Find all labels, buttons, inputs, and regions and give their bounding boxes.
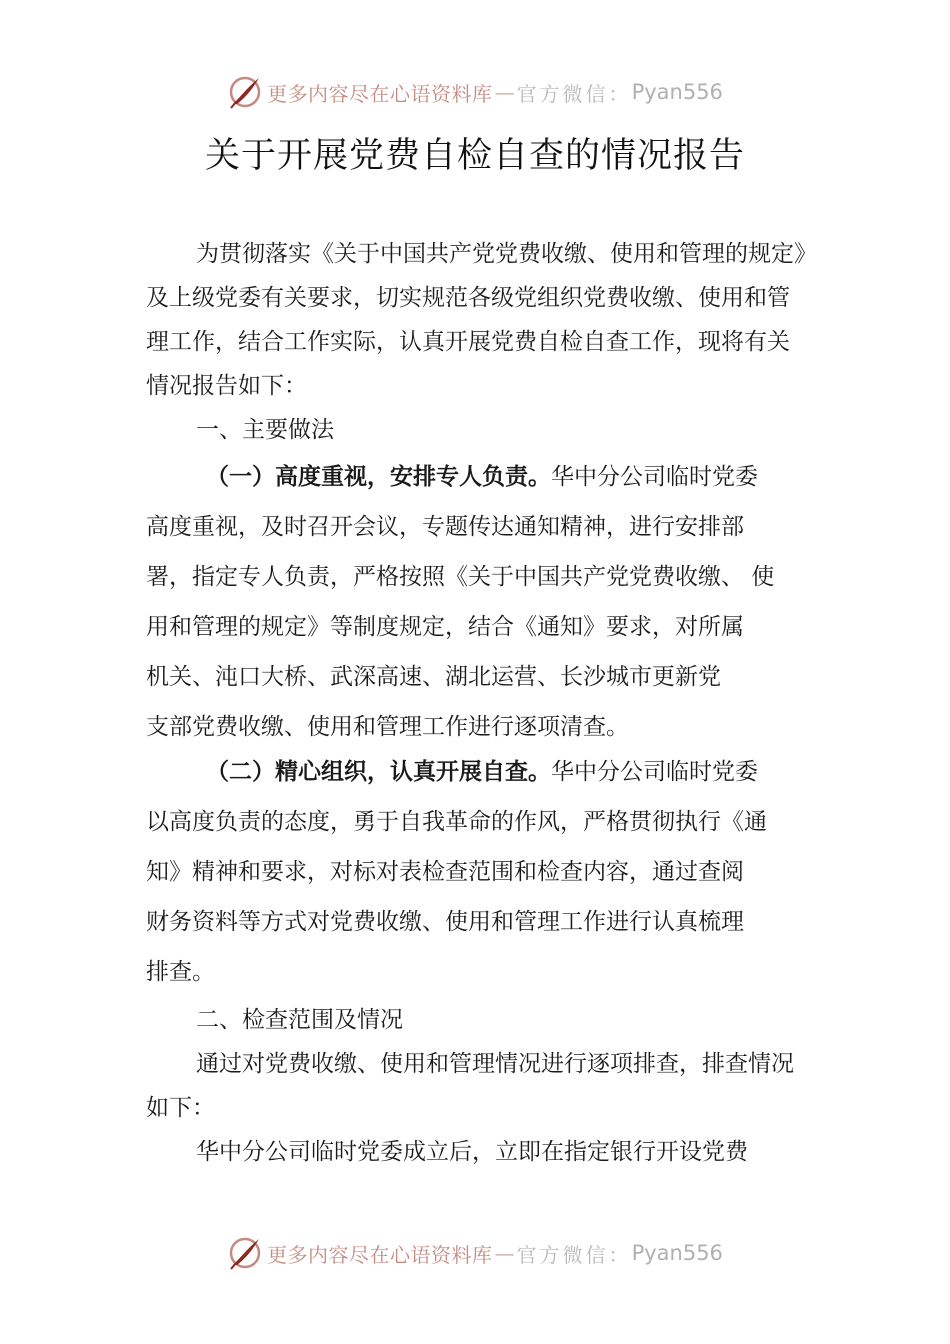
section1-item1-paragraph <box>146 452 810 752</box>
item2-lead: （二）精心组织，认真开展自查。 <box>206 759 551 785</box>
section1-heading: 一、主要做法 <box>196 417 334 443</box>
item1-line: 支部党费收缴、使用和管理工作进行逐项清查。 <box>146 714 629 740</box>
section2-paragraph2: 华中分公司临时党委成立后，立即在指定银行开设党费 <box>196 1139 748 1165</box>
watermark-text: 更多内容尽在心语资料库 <box>267 1242 493 1267</box>
document-title: 关于开展党费自检自查的情况报告 <box>204 136 745 176</box>
watermark-wechat-id: Pyan556 <box>631 80 723 104</box>
header-watermark <box>0 72 950 112</box>
item2-line: 以高度负责的态度，勇于自我革命的作风，严格贯彻执行《通 <box>146 809 767 835</box>
item1-line: 用和管理的规定》等制度规定，结合《通知》要求，对所属 <box>146 614 744 640</box>
item1-line: 机关、沌口大桥、武深高速、湖北运营、长沙城市更新党 <box>146 664 721 690</box>
intro-paragraph: 为贯彻落实《关于中国共产党党费收缴、使用和管理的规定》及上级党委有关要求，切实规范各级党组织党费收缴、使用和管理工作，结合工作实际，认真开展党费自检自查工作，现将有关情况报告如下： <box>146 241 806 399</box>
watermark-wechat-id: Pyan556 <box>631 1241 723 1265</box>
item2-first-line <box>146 747 810 797</box>
item2-line: 财务资料等方式对党费收缴、使用和管理工作进行认真梳理 <box>146 909 744 935</box>
item2-line: 华中分公司临时党委 <box>551 759 758 785</box>
item1-lead: （一）高度重视，安排专人负责。 <box>206 464 551 490</box>
quill-pen-logo-icon <box>227 1235 263 1271</box>
watermark-wechat-label: 官方微信： <box>516 1242 632 1267</box>
item1-line: 高度重视，及时召开会议，专题传达通知精神，进行安排部 <box>146 514 744 540</box>
watermark-wechat-label: 官方微信： <box>516 81 632 106</box>
quill-pen-logo-icon <box>227 74 263 110</box>
item1-first-line <box>146 452 810 502</box>
watermark-separator: — <box>494 80 515 104</box>
item2-line: 知》精神和要求，对标对表检查范围和检查内容，通过查阅 <box>146 859 744 885</box>
section2-heading: 二、检查范围及情况 <box>196 1007 403 1033</box>
item2-line: 排查。 <box>146 959 215 985</box>
item1-line: 华中分公司临时党委 <box>551 464 758 490</box>
section1-item2-paragraph <box>146 747 810 997</box>
footer-watermark <box>0 1233 950 1273</box>
watermark-separator: — <box>494 1241 515 1265</box>
item1-line: 署，指定专人负责，严格按照《关于中国共产党党费收缴、 使 <box>146 564 775 590</box>
watermark-text: 更多内容尽在心语资料库 <box>267 81 493 106</box>
section2-paragraph1: 通过对党费收缴、使用和管理情况进行逐项排查，排查情况如下： <box>146 1051 794 1121</box>
